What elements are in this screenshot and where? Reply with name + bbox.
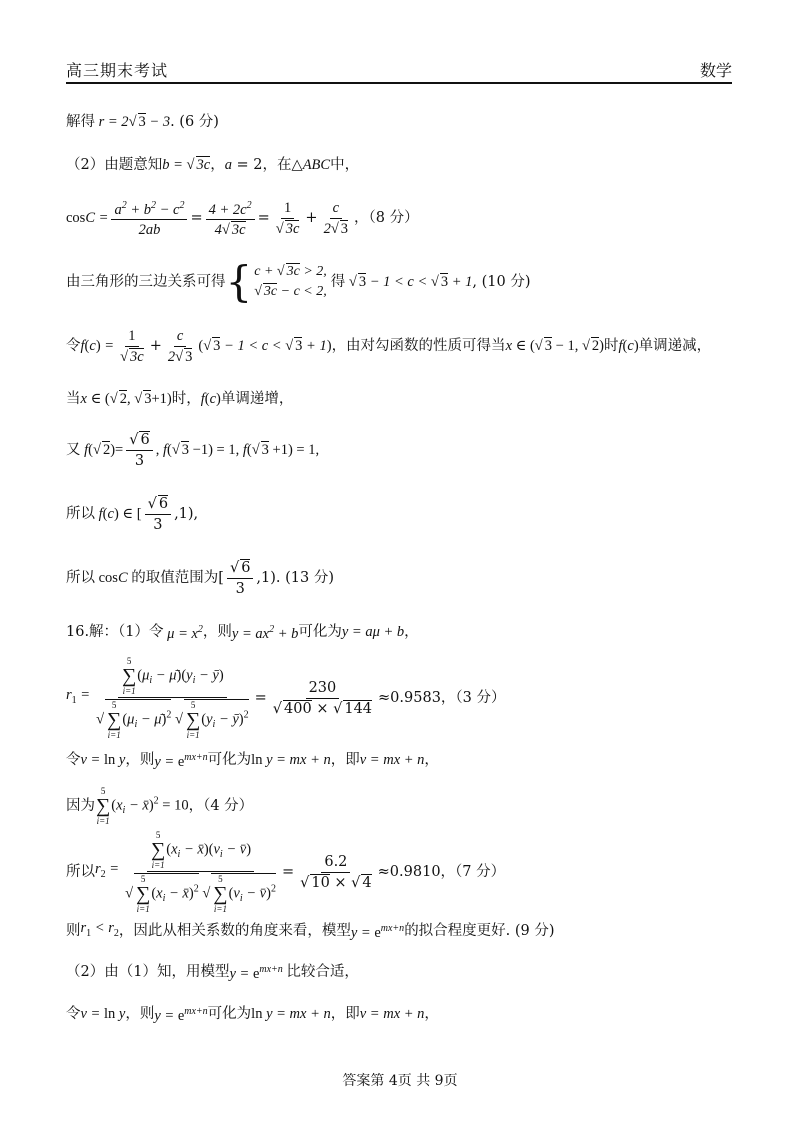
text-suffix: 中， [330,157,360,173]
text-prefix: 由三角形的三边关系可得 [66,274,226,290]
formula-v-linear: v = mx + n， [359,1005,439,1022]
formula-v: v = ln y [80,1005,126,1022]
formula-x-interval: x ∈ (√ 3 − 1, √ 2) [505,338,605,354]
text-mid: ，由对勾函数的性质可得当 [331,338,506,354]
formula-linear-mu: y = aμ + b， [341,623,419,640]
formula-fc-short: f(c) [618,338,639,354]
formula-f-values: , f(√ 3 −1) = 1, f(√ 3 +1) = 1, [155,442,320,458]
score-note: , (10 分) [472,274,531,290]
fraction-part2: $\frac{c}{2√ 3}$ [323,199,349,237]
page-header [66,58,732,82]
text-mid: ，即 [330,751,360,768]
text-prefix: 所以 [66,864,95,880]
line-given [66,155,740,175]
fraction-r2-value: $\frac{6.2}{√ 10 \times √ 4}$ [300,853,372,891]
formula-cosc: cosC [98,570,132,586]
text-mid: 的取值范围为 [131,570,219,586]
formula-quadratic: $y = ax^2 + b$ [231,624,299,642]
line-increasing [66,389,740,409]
text-mid: ，则 [202,623,232,640]
text-mid: ，即 [330,1005,360,1022]
text-suffix: 的拟合程度更好. (9 分) [404,922,555,939]
text-prefix: 所以 [66,570,95,586]
text-mid: 可化为 [207,751,252,768]
line-cosc [66,198,740,238]
formula-r: r = 2√ 3 − 3 [95,114,171,130]
score-note: ，（7 分） [440,864,506,880]
line-v-ln-y-2 [66,1002,740,1026]
text-prefix: （2）由（1）知，用模型 [66,963,230,980]
line-compare [66,918,740,944]
formula-v-linear: v = mx + n， [359,751,439,768]
page-footer: 答案第 4页 共 9页 [342,1073,458,1089]
formula-bracket: [ [218,570,224,586]
line-range-cosc [66,558,740,598]
fraction-substituted: $\frac{4 + 2c^2}{4√ 3c}$ [206,197,255,240]
score-note: ，（8 分） [354,210,419,226]
line-values [66,430,740,470]
line-v-ln-y [66,748,740,772]
formula-c-range: √ 3 − 1 < c < √ 3 + 1 [348,274,473,290]
text-suffix: 比较合适， [286,963,359,980]
text-prefix: 令 [66,751,81,768]
eq-sign: = [190,210,203,226]
formula-sum-x: 5 ∑ i=1 ($x_i$ − x̄)$^2$ = 10 [96,786,189,826]
formula-a: a [224,157,232,173]
text-suffix: 单调递增， [220,391,294,407]
text-mid: ，在△ [262,157,303,173]
score-note: ，（4 分） [188,798,254,814]
header-exam-title: 高三期末考试 [66,61,169,80]
triangle-abc: ABC [302,157,331,173]
formula-r1-lt-r2: $r_1 < r_2$ [80,920,119,939]
header-subject: 数学 [699,61,732,80]
formula-exp: $y = e^{mx+n}$ [154,752,208,770]
text-prefix: 则 [66,922,81,939]
plus-sign: + [305,210,318,226]
fraction-f1: $\frac{1}{√ 3c}$ [120,327,144,365]
fraction-r1: 5 ∑ i=1 ($\mu_i$ − $\mū)(y_i$ − ȳ) √ 5 ∑ i=1 ($\mu_i$ − μ̄)$^2$ √ 5 ∑ i=1 ($y_i$ − ȳ)$^2$ [96,656,249,740]
fraction-f2: $\frac{c}{2√ 3}$ [167,327,193,365]
text-mid: 时， [171,391,201,407]
text-prefix: 因为 [66,798,95,814]
line-q16-intro [66,620,740,644]
fraction-law-of-cos: $\frac{a^2 + b^2 - c^2}{2ab}$ [111,197,187,240]
text-prefix: 当 [66,391,81,407]
formula-v: v = ln y [80,751,126,768]
text-prefix: 所以 [66,506,95,522]
text-suffix: 时 [604,338,619,354]
formula-ln-y: ln y = mx + n [251,751,331,768]
formula-exp: $y = e^{mx+n}$ [154,1006,208,1024]
formula-x-interval2: x ∈ (√ 2, √ 3+1) [80,391,172,407]
formula-r2: $r_2$ = [95,861,120,880]
text-prefix: 解得 [66,114,95,130]
line-r2 [66,830,740,914]
formula-cosc: cosC = [66,210,109,226]
inequality-system: c + √ 3c > 2, √ 3c − c < 2, [254,264,327,299]
score-note: ，（3 分） [440,690,506,706]
line-triangle-inequality [66,257,740,306]
line-sum-x [66,786,740,826]
text-end: 单调递减， [638,338,712,354]
line-r1 [66,656,740,740]
text-mid: ，因此从相关系数的角度来看，模型 [118,922,351,939]
formula-f-sqrt2: f(√ 2)= [80,442,124,458]
eq-sign: = [254,690,267,706]
text-prefix: 16.解：（1）令 [66,623,164,640]
fraction-sqrt6-3: $\frac{√ 6}{3}$ [227,559,253,598]
formula-range-end: ,1) [256,570,276,586]
text-prefix: （2）由题意知 [66,157,163,173]
text-mid: 得 [330,274,346,290]
line-solve-r [66,112,740,132]
formula-range-end: ,1), [174,506,199,522]
text-prefix: 又 [66,442,81,458]
text-comma: ， [210,157,225,173]
formula-fc: f(c) = [80,338,115,354]
formula-f-in: f(c) ∈ [ [95,506,142,522]
text-mid: 可化为 [298,623,342,640]
fraction-sqrt6-3: $\frac{√ 6}{3}$ [126,431,152,470]
score-note: . (13 分) [275,570,335,586]
text-mid: 可化为 [207,1005,252,1022]
formula-r1: $r_1$ = [66,687,91,706]
score-note: . (6 分) [170,114,219,130]
eq-sign: = [257,210,270,226]
line-define-f [66,326,740,366]
text-mid: ，则 [125,751,155,768]
formula-ln-y: ln y = mx + n [251,1005,331,1022]
formula-mu: $\mu = x^2$ [163,624,203,642]
header-divider [66,82,732,84]
r2-value: ≈0.9810 [377,864,441,880]
r1-value: ≈0.9583 [378,690,441,706]
formula-exp: $y = e^{mx+n}$ [350,923,405,941]
fraction-sqrt6-3: $\frac{√ 6}{3}$ [145,495,171,534]
formula-fc: f(c) [200,391,221,407]
eq-sign: = [281,864,295,880]
formula-exp: $y = e^{mx+n}$ [229,964,283,982]
fraction-r2: 5 ∑ i=1 ($x_i$ − $x̄)(v_i$ − v̄) √ 5 ∑ i=1 ($x_i$ − x̄)$^2$ √ 5 ∑ i=1 ($v_i$ − v̄)$^2$ [125,830,276,914]
fraction-r1-value: $\frac{230}{√ 400 \times √ 144}$ [272,679,373,717]
fraction-part1: $\frac{1}{√ 3c}$ [275,199,300,237]
line-range-f [66,494,740,534]
plus-sign: + [149,338,162,354]
line-part2 [66,960,740,984]
text-prefix: 令 [66,338,81,354]
formula-domain: (√ 3 − 1 < c < √ 3 + 1) [198,338,332,354]
text-mid: ，则 [125,1005,155,1022]
formula-b: b = √ 3c [162,157,211,173]
formula-eq: = 2 [231,157,263,173]
left-brace: { [225,257,253,306]
text-prefix: 令 [66,1005,81,1022]
